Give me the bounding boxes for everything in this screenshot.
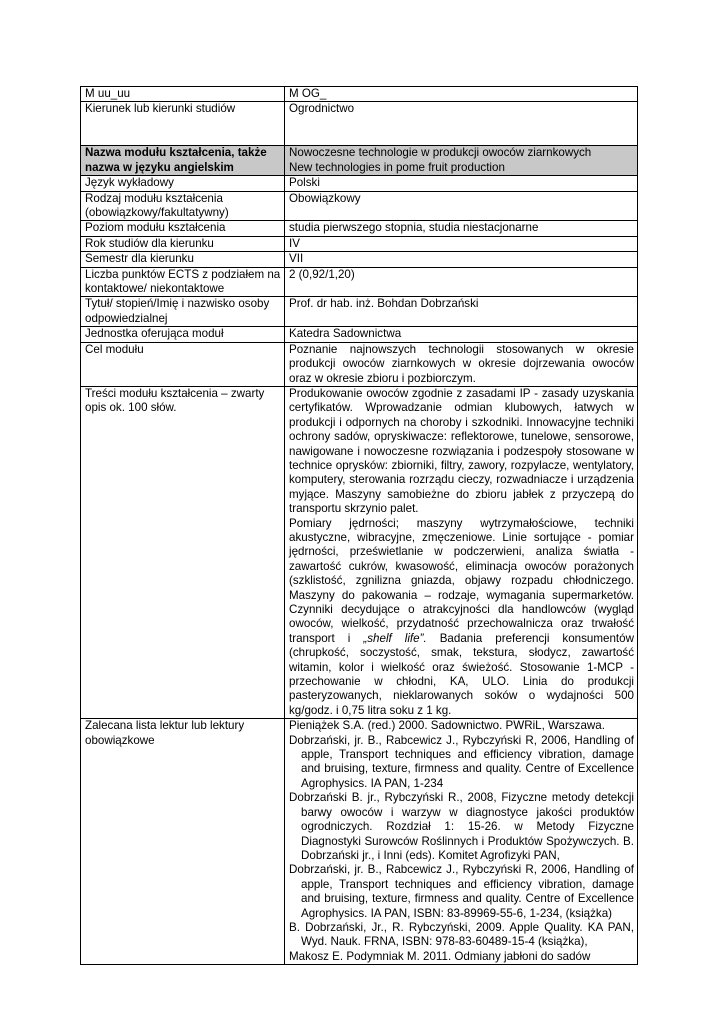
- module-description-table: [80, 86, 638, 965]
- value-content: [285, 386, 638, 718]
- reference-item: B. Dobrzański, Jr., R. Rybczyński, 2009. Apple Quality. KA PAN, Wyd. Nauk. FRNA, ISBN: 978-83-60489-15-4 (książka),: [289, 920, 634, 949]
- label-semester: Semestr dla kierunku: [81, 252, 285, 267]
- label-level: Poziom modułu kształcenia: [81, 221, 285, 236]
- value-year: IV: [285, 236, 638, 251]
- label-module-type: Rodzaj modułu kształcenia (obowiązkowy/fakultatywny): [81, 191, 285, 221]
- row-content: [81, 386, 638, 718]
- value-module-code: M OG_: [285, 87, 638, 102]
- reference-item: Pieniążek S.A. (red.) 2000. Sadownictwo. PWRiL, Warszawa.: [289, 719, 605, 733]
- value-language: Polski: [285, 176, 638, 191]
- label-ects: Liczba punktów ECTS z podziałem na kontaktowe/ niekontaktowe: [81, 267, 285, 297]
- row-level: [81, 221, 638, 236]
- label-module-name: Nazwa modułu kształcenia, także nazwa w języku angielskim: [81, 146, 285, 176]
- label-literature: Zalecana lista lektur lub lektury obowiązkowe: [81, 719, 285, 965]
- value-semester: VII: [285, 252, 638, 267]
- row-ects: [81, 267, 638, 297]
- label-field-of-study: Kierunek lub kierunki studiów: [81, 102, 285, 146]
- label-content: Treści modułu kształcenia – zwarty opis ok. 100 słów.: [81, 386, 285, 718]
- row-year: [81, 236, 638, 251]
- row-module-type: [81, 191, 638, 221]
- content-paragraph-2-cont: Badania preferencji konsumentów (chrupkość, soczystość, smak, tekstura, słodycz, zawartość witamin, kolor i wielkość oraz świeżość. Stosowanie 1-MCP - przechowanie w chłodni, KA, ULO. Linia do produkcji pasteryzowanych, nieklarowanych soków o wydajności 500 kg/godz. i 0,75 litra soku z 1 kg.: [289, 631, 634, 717]
- row-unit: [81, 327, 638, 342]
- reference-item: Dobrzański, jr. B., Rabcewicz J., Rybczyński R, 2006, Handling of apple, Transport techniques and efficiency vibration, damage and bruising, texture, firmness and quality. Centre of Excellence Agrophysics. IA PAN, ISBN: 83-89969-55-6, 1-234, (książka): [289, 863, 634, 920]
- label-language: Język wykładowy: [81, 176, 285, 191]
- shelf-life-term: „shelf life”.: [363, 631, 427, 645]
- content-paragraph-1: Produkowanie owoców zgodnie z zasadami IP - zasady uzyskania certyfikatów. Wprowadzanie odmian klubowych, łatwych w produkcji i odpornych na choroby i szkodniki. Innowacyjne techniki ochrony sadów, opryskiwacze: reflektorowe, tunelowe, sensorowe, nawigowane i nowoczesne rozwiązania i podzespoły stosowane w technice oprysków: zbiorniki, filtry, zawory, rozpylacze, wentylatory, komputery, sterowania rozrządu cieczy, rozwadniacze i urządzenia myjące. Maszyny samobieżne do zbioru jabłek z przyczepą do transportu skrzynio palet.: [289, 386, 634, 516]
- row-semester: [81, 252, 638, 267]
- value-module-name: [285, 146, 638, 176]
- row-field-of-study: [81, 102, 638, 146]
- row-language: [81, 176, 638, 191]
- row-goal: [81, 342, 638, 386]
- reference-item: Dobrzański, jr. B., Rabcewicz J., Rybczyński R, 2006, Handling of apple, Transport techniques and efficiency vibration, damage and bruising, texture, firmness and quality. Centre of Excellence Agrophysics. IA PAN, 1-234: [289, 733, 634, 790]
- value-unit: Katedra Sadownictwa: [285, 327, 638, 342]
- row-module-code: [81, 87, 638, 102]
- value-responsible-person: Prof. dr hab. inż. Bohdan Dobrzański: [285, 297, 638, 327]
- value-literature: [285, 719, 638, 965]
- row-literature: [81, 719, 638, 965]
- content-paragraph-2: [289, 517, 634, 719]
- row-module-name: [81, 146, 638, 176]
- value-module-type: Obowiązkowy: [285, 191, 638, 221]
- value-goal: Poznanie najnowszych technologii stosowanych w okresie produkcji owoców ziarnkowych w okresie dojrzewania owoców oraz w okresie zbioru i pozbiorczym.: [285, 342, 638, 386]
- reference-item: Dobrzański B. jr., Rybczyński R., 2008, Fizyczne metody detekcji barwy owoców i warzyw w diagnostyce jakości produktów ogrodniczych. Rozdział 1: 15-26. w Metody Fizyczne Diagnostyki Surowców Roślinnych i Produktów Spożywczych. B. Dobrzański jr., i Inni (eds). Komitet Agrofizyki PAN,: [289, 791, 634, 862]
- label-year: Rok studiów dla kierunku: [81, 236, 285, 251]
- value-level: studia pierwszego stopnia, studia niestacjonarne: [285, 221, 638, 236]
- value-field-of-study: Ogrodnictwo: [285, 102, 638, 146]
- label-responsible-person: Tytuł/ stopień/Imię i nazwisko osoby odpowiedzialnej: [81, 297, 285, 327]
- label-unit: Jednostka oferująca moduł: [81, 327, 285, 342]
- module-name-pl: Nowoczesne technologie w produkcji owoców ziarnkowych: [289, 146, 592, 160]
- label-goal: Cel modułu: [81, 342, 285, 386]
- reference-item: Makosz E. Podymniak M. 2011. Odmiany jabłoni do sadów: [289, 949, 591, 963]
- value-ects: 2 (0,92/1,20): [285, 267, 638, 297]
- label-module-code: M uu_uu: [81, 87, 285, 102]
- row-responsible-person: [81, 297, 638, 327]
- module-name-en: New technologies in pome fruit production: [289, 160, 505, 174]
- content-paragraph-2-text: Pomiary jędrności; maszyny wytrzymałościowe, techniki akustyczne, wibracyjne, zmęczeniowe. Linie sortujące - pomiar jędrności, prześwietlanie w podczerwieni, analiza światła - zawartość cukrów, kwasowość, eliminacja owoców porażonych (szklistość, zgnilizna gniazda, objawy rozpadu chłodniczego. Maszyny do pakowania – rodzaje, wymagania supermarketów. Czynniki decydujące o atrakcyjności dla handlowców (wygląd owoców, wielkość, przydatność przechowalnicza oraz trwałość transport i: [289, 516, 634, 645]
